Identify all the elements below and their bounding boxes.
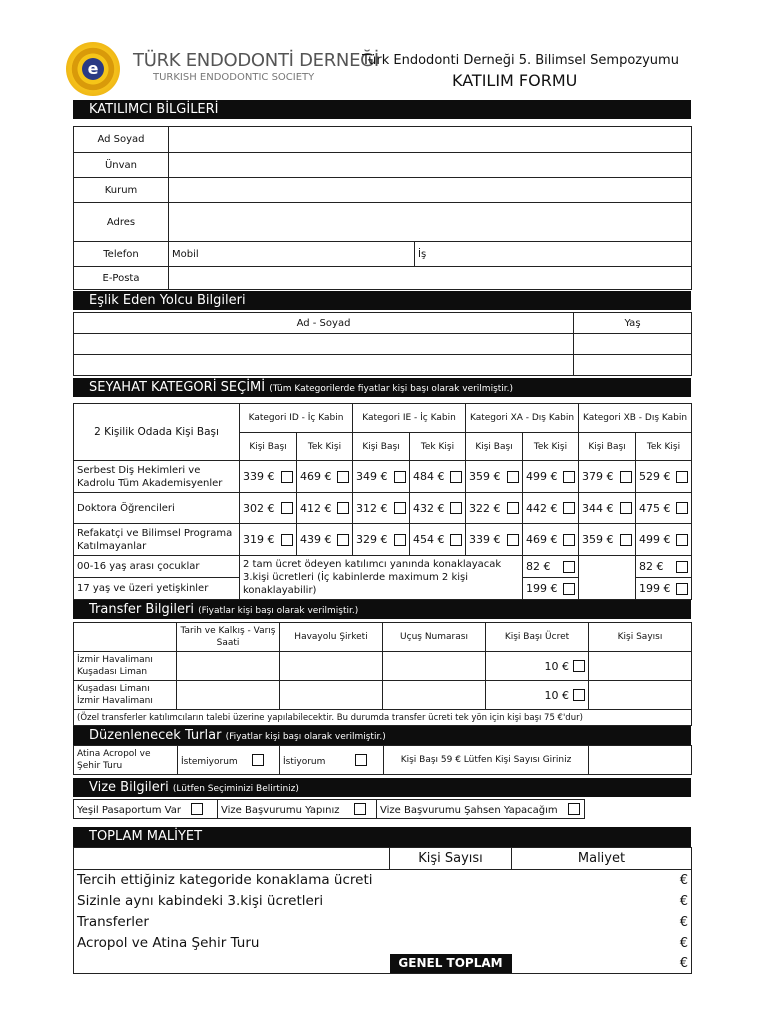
checkbox[interactable] — [563, 502, 575, 514]
third-person-note: 2 tam ücret ödeyen katılımcı yanında konaklayacak 3.kişi ücretleri (İç kabinlerde maximum 2 kişi konaklayabilir) — [240, 556, 523, 600]
checkbox[interactable] — [573, 660, 585, 672]
tek-kisi: Tek Kişi — [636, 433, 692, 461]
col-date: Tarih ve Kalkış - Varış Saati — [177, 623, 280, 652]
companion-name-input[interactable] — [74, 334, 574, 355]
org-name: TÜRK ENDODONTİ DERNEĞİ — [133, 50, 379, 71]
grand-total-label: GENEL TOPLAM — [390, 954, 512, 974]
category-xa: Kategori XA - Dış Kabin — [466, 404, 579, 433]
col-flight: Uçuş Numarası — [383, 623, 486, 652]
flight-input[interactable] — [383, 652, 486, 681]
checkbox[interactable] — [676, 502, 688, 514]
route-label: Kuşadası Limanı İzmir Havalimanı — [74, 681, 177, 710]
visa-apply-myself[interactable]: Vize Başvurumu Şahsen Yapacağım — [377, 800, 585, 819]
label-kurum: Kurum — [74, 178, 169, 203]
price-cell[interactable]: 10 € — [486, 681, 589, 710]
category-ie: Kategori IE - İç Kabin — [353, 404, 466, 433]
checkbox[interactable] — [563, 583, 575, 595]
checkbox[interactable] — [394, 534, 406, 546]
price-cell[interactable]: 484 € — [410, 461, 466, 493]
checkbox[interactable] — [337, 471, 349, 483]
price-cell[interactable]: 349 € — [353, 461, 410, 493]
col-kisi-sayisi: Kişi Sayısı — [390, 848, 512, 870]
total-header: TOPLAM MALİYET — [73, 827, 691, 847]
companion-table — [73, 312, 692, 376]
checkbox[interactable] — [563, 471, 575, 483]
cost-cell[interactable]: € — [679, 914, 688, 930]
price-cell[interactable]: 379 € — [579, 461, 636, 493]
label-mobil: Mobil — [172, 248, 199, 260]
checkbox[interactable] — [507, 534, 519, 546]
tek-kisi: Tek Kişi — [523, 433, 579, 461]
room-label: 2 Kişilik Odada Kişi Başı — [74, 404, 240, 461]
checkbox[interactable] — [563, 534, 575, 546]
checkbox[interactable] — [620, 471, 632, 483]
label-eposta: E-Posta — [74, 267, 169, 290]
kisi-basi: Kişi Başı — [579, 433, 636, 461]
col-price: Kişi Başı Ücret — [486, 623, 589, 652]
price-row — [74, 461, 692, 493]
row-label: Doktora Öğrencileri — [74, 493, 240, 524]
checkbox[interactable] — [507, 502, 519, 514]
checkbox[interactable] — [676, 561, 688, 573]
empty-cell — [74, 623, 177, 652]
tours-header: Düzenlenecek Turlar (Fiyatlar kişi başı olarak verilmiştir.) — [73, 726, 691, 745]
checkbox[interactable] — [337, 502, 349, 514]
participant-header: KATILIMCI BİLGİLERİ — [73, 100, 691, 119]
price-cell[interactable]: 412 € — [297, 493, 353, 524]
col-yas: Yaş — [574, 313, 692, 334]
price-cell[interactable]: 339 € — [466, 524, 523, 556]
route-label: İzmir Havalimanı Kuşadası Liman — [74, 652, 177, 681]
total-row-label: Acropol ve Atina Şehir Turu — [77, 935, 260, 951]
tek-kisi: Tek Kişi — [297, 433, 353, 461]
airline-input[interactable] — [280, 681, 383, 710]
price-cell[interactable]: 439 € — [297, 524, 353, 556]
col-maliyet: Maliyet — [512, 848, 692, 870]
total-row-label: Transferler — [77, 914, 149, 930]
flight-input[interactable] — [383, 681, 486, 710]
count-input[interactable] — [589, 652, 692, 681]
companion-name-input[interactable] — [74, 355, 574, 376]
row-label: Refakatçi ve Bilimsel Programa Katılmayanlar — [74, 524, 240, 556]
airline-input[interactable] — [280, 652, 383, 681]
tour-count-input[interactable] — [589, 746, 692, 775]
cost-cell[interactable]: € — [679, 935, 688, 951]
price-cell[interactable]: 499 € — [636, 524, 692, 556]
row-label: Serbest Diş Hekimleri ve Kadrolu Tüm Akademisyenler — [74, 461, 240, 493]
checkbox[interactable] — [450, 502, 462, 514]
price-cell[interactable]: 432 € — [410, 493, 466, 524]
checkbox[interactable] — [394, 502, 406, 514]
col-count: Kişi Sayısı — [589, 623, 692, 652]
visa-table — [73, 799, 585, 819]
total-table — [73, 847, 692, 974]
checkbox[interactable] — [676, 471, 688, 483]
org-name-en: TURKISH ENDODONTIC SOCIETY — [153, 72, 315, 83]
price-cell[interactable]: 10 € — [486, 652, 589, 681]
price-cell[interactable]: 302 € — [240, 493, 297, 524]
checkbox[interactable] — [507, 471, 519, 483]
tour-no-option[interactable]: İstemiyorum — [178, 746, 280, 775]
child-label: 00-16 yaş arası çocuklar — [74, 556, 240, 578]
category-xb: Kategori XB - Dış Kabin — [579, 404, 692, 433]
count-input[interactable] — [390, 891, 512, 912]
checkbox[interactable] — [676, 583, 688, 595]
price-row — [74, 524, 692, 556]
count-input[interactable] — [390, 870, 512, 891]
checkbox[interactable] — [450, 534, 462, 546]
checkbox[interactable] — [252, 754, 264, 766]
checkbox[interactable] — [281, 534, 293, 546]
is-input[interactable] — [415, 242, 692, 267]
count-input[interactable] — [390, 912, 512, 933]
checkbox[interactable] — [568, 803, 580, 815]
adres-input[interactable] — [169, 203, 692, 242]
tek-kisi: Tek Kişi — [410, 433, 466, 461]
date-input[interactable] — [177, 681, 280, 710]
price-cell[interactable]: 339 € — [240, 461, 297, 493]
checkbox[interactable] — [281, 471, 293, 483]
category-id: Kategori ID - İç Kabin — [240, 404, 353, 433]
unvan-input[interactable] — [169, 153, 692, 178]
empty-cell — [579, 556, 636, 600]
checkbox[interactable] — [337, 534, 349, 546]
price-cell[interactable]: 344 € — [579, 493, 636, 524]
checkbox[interactable] — [620, 502, 632, 514]
companion-age-input[interactable] — [574, 355, 692, 376]
price-cell[interactable]: 319 € — [240, 524, 297, 556]
ad-soyad-input[interactable] — [169, 127, 692, 153]
travel-header: SEYAHAT KATEGORİ SEÇİMİ (Tüm Kategorilerde fiyatlar kişi başı olarak verilmiştir.) — [73, 378, 691, 397]
date-input[interactable] — [177, 652, 280, 681]
visa-green-passport[interactable]: Yeşil Pasaportum Var — [74, 800, 218, 819]
total-row-label: Sizinle aynı kabindeki 3.kişi ücretleri — [77, 893, 324, 909]
kurum-input[interactable] — [169, 178, 692, 203]
travel-table — [73, 403, 692, 600]
price-cell[interactable]: 312 € — [353, 493, 410, 524]
tours-table — [73, 745, 692, 775]
checkbox[interactable] — [676, 534, 688, 546]
price-cell[interactable]: 82 € — [636, 556, 692, 578]
tour-name: Atina Acropol ve Şehir Turu — [74, 746, 178, 775]
label-ad-soyad: Ad Soyad — [74, 127, 169, 153]
price-cell[interactable]: 359 € — [579, 524, 636, 556]
checkbox[interactable] — [620, 534, 632, 546]
price-row — [74, 493, 692, 524]
checkbox[interactable] — [354, 803, 366, 815]
mobil-input[interactable] — [169, 242, 415, 267]
count-input[interactable] — [390, 933, 512, 954]
label-is: İş — [418, 248, 427, 260]
kisi-basi: Kişi Başı — [466, 433, 523, 461]
price-cell[interactable]: 469 € — [297, 461, 353, 493]
total-row-label: Tercih ettiğiniz kategoride konaklama ücreti — [77, 872, 373, 889]
price-cell[interactable]: 329 € — [353, 524, 410, 556]
label-unvan: Ünvan — [74, 153, 169, 178]
checkbox[interactable] — [191, 803, 203, 815]
checkbox[interactable] — [394, 471, 406, 483]
tour-price-note: Kişi Başı 59 € Lütfen Kişi Sayısı Giriniz — [384, 746, 589, 775]
price-cell[interactable]: 469 € — [523, 524, 579, 556]
price-cell[interactable]: 199 € — [636, 578, 692, 600]
cost-cell[interactable]: € — [679, 872, 688, 888]
price-cell[interactable]: 199 € — [523, 578, 579, 600]
transfer-table — [73, 622, 692, 726]
visa-header: Vize Bilgileri (Lütfen Seçiminizi Belirtiniz) — [73, 778, 691, 797]
checkbox[interactable] — [573, 689, 585, 701]
visa-apply-for-me[interactable]: Vize Başvurumu Yapınız — [218, 800, 377, 819]
kisi-basi: Kişi Başı — [240, 433, 297, 461]
kisi-basi: Kişi Başı — [353, 433, 410, 461]
price-cell[interactable]: 454 € — [410, 524, 466, 556]
price-cell[interactable]: 529 € — [636, 461, 692, 493]
cost-cell[interactable]: € — [679, 893, 688, 909]
price-cell[interactable]: 82 € — [523, 556, 579, 578]
event-title: Türk Endodonti Derneği 5. Bilimsel Sempozyumu — [362, 53, 679, 68]
price-cell[interactable]: 322 € — [466, 493, 523, 524]
price-cell[interactable]: 442 € — [523, 493, 579, 524]
col-airline: Havayolu Şirketi — [280, 623, 383, 652]
label-telefon: Telefon — [74, 242, 169, 267]
grand-total-cell[interactable]: € — [679, 955, 688, 971]
checkbox[interactable] — [563, 561, 575, 573]
adult-label: 17 yaş ve üzeri yetişkinler — [74, 578, 240, 600]
checkbox[interactable] — [450, 471, 462, 483]
label-adres: Adres — [74, 203, 169, 242]
checkbox[interactable] — [355, 754, 367, 766]
companion-age-input[interactable] — [574, 334, 692, 355]
checkbox[interactable] — [281, 502, 293, 514]
count-input[interactable] — [589, 681, 692, 710]
price-cell[interactable]: 359 € — [466, 461, 523, 493]
companion-header: Eşlik Eden Yolcu Bilgileri — [73, 291, 691, 310]
form-title: KATILIM FORMU — [452, 71, 578, 90]
tour-yes-option[interactable]: İstiyorum — [280, 746, 384, 775]
eposta-input[interactable] — [169, 267, 692, 290]
col-ad-soyad: Ad - Soyad — [74, 313, 574, 334]
price-cell[interactable]: 475 € — [636, 493, 692, 524]
transfer-note: (Özel transferler katılımcıların talebi üzerine yapılabilecektir. Bu durumda transfer ücreti tek yön için kişi başı 75 €'dur) — [74, 710, 692, 726]
participant-table — [73, 126, 692, 290]
price-cell[interactable]: 499 € — [523, 461, 579, 493]
transfer-header: Transfer Bilgileri (Fiyatlar kişi başı olarak verilmiştir.) — [73, 600, 691, 619]
logo-letter: e — [82, 58, 104, 80]
